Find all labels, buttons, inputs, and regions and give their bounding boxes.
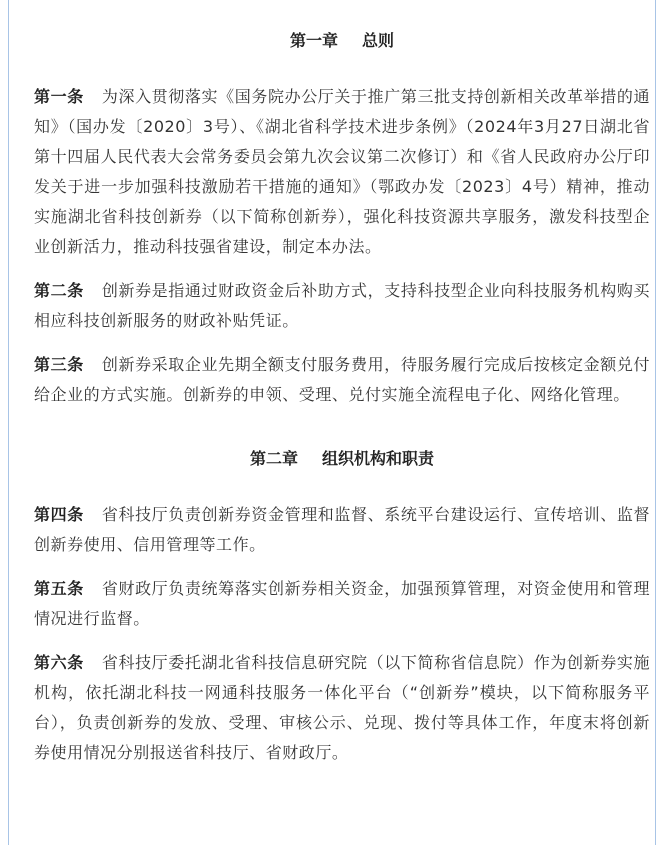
article-number: 第五条: [34, 579, 84, 598]
chapter-1-heading: [34, 0, 650, 54]
article-text: 创新券是指通过财政资金后补助方式，支持科技型企业向科技服务机构购买相应科技创新服务的财政补贴凭证。: [34, 281, 650, 330]
chapter-title: 总则: [362, 31, 395, 50]
article-text: 省科技厅负责创新券资金管理和监督、系统平台建设运行、宣传培训、监督创新券使用、信用管理等工作。: [34, 505, 650, 554]
article-number: 第一条: [34, 87, 84, 106]
chapter-number: 第一章: [289, 31, 338, 50]
chapter-number: 第二章: [249, 449, 298, 468]
article-2: [34, 276, 650, 336]
article-text: 创新券采取企业先期全额支付服务费用，待服务履行完成后按核定金额兑付给企业的方式实施。创新券的申领、受理、兑付实施全流程电子化、网络化管理。: [34, 355, 650, 404]
article-number: 第六条: [34, 653, 84, 672]
article-4: [34, 500, 650, 560]
article-text: 省科技厅委托湖北省科技信息研究院（以下简称省信息院）作为创新券实施机构，依托湖北科技一网通科技服务一体化平台（“创新券”模块，以下简称服务平台），负责创新券的发放、受理、审核公示、兑现、拨付等具体工作，年度末将创新券使用情况分别报送省科技厅、省财政厅。: [34, 653, 650, 762]
article-3: [34, 350, 650, 410]
article-text: 为深入贯彻落实《国务院办公厅关于推广第三批支持创新相关改革举措的通知》（国办发〔2020〕3号）、《湖北省科学技术进步条例》（2024年3月27日湖北省第十四届人民代表大会常务委员会第九次会议第二次修订）和《省人民政府办公厅印发关于进一步加强科技激励若干措施的通知》（鄂政办发〔2023〕4号）精神，推动实施湖北省科技创新券（以下简称创新券），强化科技资源共享服务，激发科技型企业创新活力，推动科技强省建设，制定本办法。: [34, 87, 650, 256]
article-1: [34, 82, 650, 262]
article-number: 第二条: [34, 281, 84, 300]
article-number: 第三条: [34, 355, 84, 374]
chapter-title: 组织机构和职责: [322, 449, 435, 468]
article-6: [34, 648, 650, 768]
article-number: 第四条: [34, 505, 84, 524]
document-frame: [8, 0, 656, 845]
chapter-2-heading: [34, 446, 650, 472]
article-text: 省财政厅负责统筹落实创新券相关资金，加强预算管理，对资金使用和管理情况进行监督。: [34, 579, 650, 628]
document-body: [34, 0, 650, 768]
article-5: [34, 574, 650, 634]
